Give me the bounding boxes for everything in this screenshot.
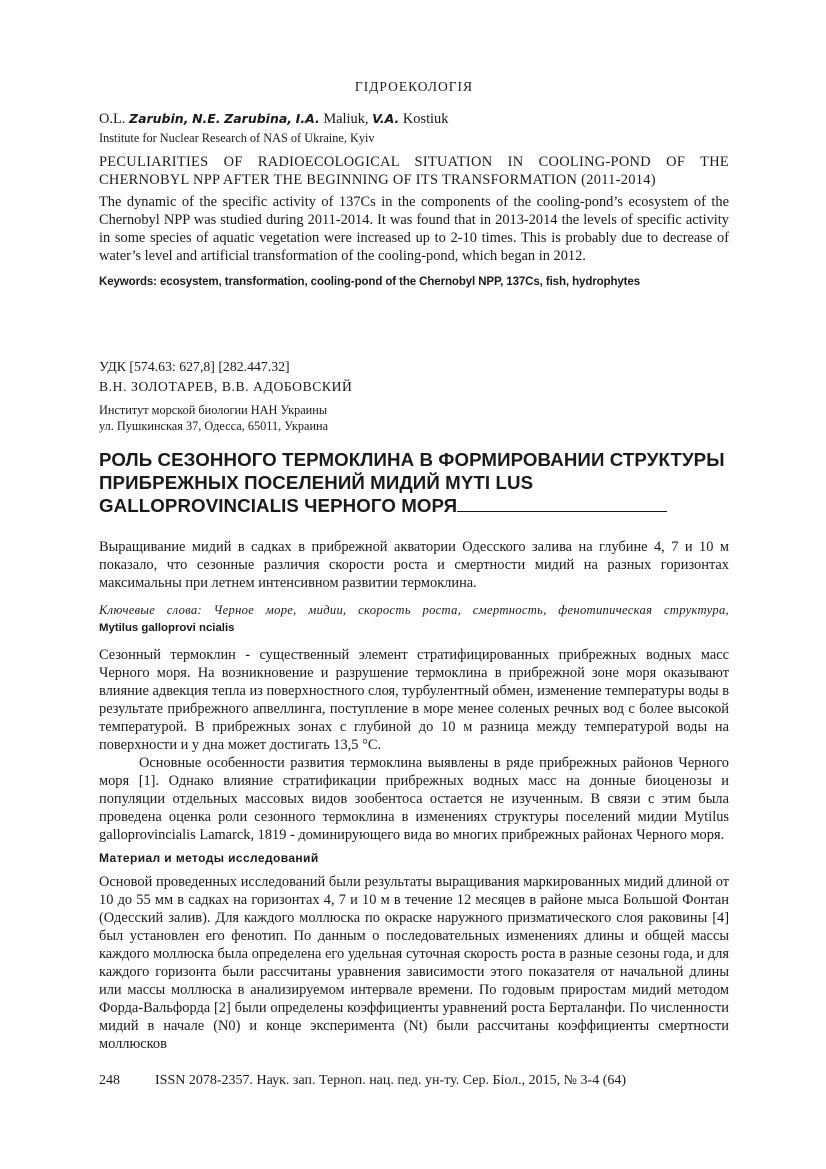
author-1-initials: O.L. [99, 111, 126, 127]
ru-keywords-species: Mytilus galloprovi ncialis [99, 622, 235, 634]
ru-paper-title [99, 448, 729, 517]
en-paper-title: PECULIARITIES OF RADIOECOLOGICAL SITUATION IN COOLING-POND OF THE CHERNOBYL NPP AFTER THE BEGINNING OF ITS TRANSFORMATION (2011-2014) [99, 154, 729, 188]
author-3-surname: Maliuk, [323, 111, 369, 127]
author-2-surname: Zarubina, [224, 111, 293, 126]
en-abstract: The dynamic of the specific activity of 137Cs in the components of the cooling-pond’s ecosystem of the Chernobyl NPP was studied during 2011-2014. It was found that in 2013-2014 the levels of specific activity in some species of aquatic vegetation were increased up to 2-10 times. This is probably due to decrease of water’s level and artificial transformation of the cooling-pond, which began in 2012. [99, 194, 729, 264]
section-heading-methods: Материал и методы исследований [99, 851, 319, 865]
en-keywords: Keywords: ecosystem, transformation, cooling-pond of the Chernobyl NPP, 137Cs, fish, hydrophytes [99, 276, 641, 288]
journal-section-title: ГІДРОЕКОЛОГІЯ [354, 79, 474, 94]
udk-code: УДК [574.63: 627,8] [282.447.32] [99, 359, 290, 374]
ru-authors: В.Н. ЗОЛОТАРЕВ, В.В. АДОБОВСКИЙ [99, 379, 353, 394]
methods-paragraph-1: Основой проведенных исследований были результаты выращивания маркированных мидий длиной от 10 до 55 мм в садках на горизонтах 4, 7 и 10 м в течение 12 месяцев в районе мыса Большой Фонтан (Одесский залив). Для каждого моллюска по окраске наружного призматического слоя раковины [4] был установлен его фенотип. По данным о последовательных изменениях длины и общей массы каждого моллюска была определена его удельная суточная скорость роста в разные сезоны года, и для каждого горизонта были рассчитаны уравнения зависимости этого показателя от начальной длины или массы моллюска в анализируемом интервале времени. По годовым приростам мидий методом Форда-Вальфорда [2] были определены коэффициенты уравнений роста Берталанфи. По численности мидий в начале (N0) и конце эксперимента (Nt) были рассчитаны коэффициенты смертности моллюсков [99, 874, 729, 1052]
author-3-initials: I.A. [295, 111, 320, 126]
intro-paragraph-1: Сезонный термоклин - существенный элемент стратифицированных прибрежных водных масс Черного моря. На возникновение и разрушение термоклина в прибрежной зоне моря оказывают влияние адвекция тепла из поверхностного слоя, турбулентный обмен, изменение температуры воды в результате прибрежного апвеллинга, поступление в море менее соленых речных вод с более высокой температурой. В прибрежных зонах с глубиной до 10 м разница между температурой воды на поверхности и у дна может достигать 13,5 °С. [99, 647, 729, 753]
author-1-surname: Zarubin, [129, 111, 189, 126]
journal-page [99, 78, 729, 1053]
author-4-surname: Kostiuk [402, 111, 449, 127]
ru-paper-title-text: РОЛЬ СЕЗОННОГО ТЕРМОКЛИНА В ФОРМИРОВАНИИ СТРУКТУРЫ ПРИБРЕЖНЫХ ПОСЕЛЕНИЙ МИДИЙ MYTI LUS GALLOPROVINCIALIS ЧЕРНОГО МОРЯ [99, 449, 725, 516]
author-4-initials: V.A. [372, 111, 400, 126]
title-underline-rule [457, 496, 667, 512]
ru-institution-address: ул. Пушкинская 37, Одесса, 65011, Украина [99, 419, 329, 433]
ru-institution-name: Институт морской биологии НАН Украины [99, 403, 328, 417]
journal-citation: ISSN 2078-2357. Наук. зап. Терноп. нац. пед. ун-ту. Сер. Біол., 2015, № 3-4 (64) [155, 1073, 627, 1088]
en-authors [99, 110, 729, 128]
ru-institution [99, 402, 729, 434]
ru-abstract: Выращивание мидий в садках в прибрежной акватории Одесского залива на глубине 4, 7 и 10 м показало, что сезонные различия скорости роста и смертности мидий на разных горизонтах максимальны при летнем интенсивном развитии термоклина. [99, 539, 729, 591]
page-footer [99, 1073, 626, 1089]
page-number: 248 [99, 1073, 120, 1088]
ru-keywords: Ключевые слова: Черное море, мидии, скорость роста, смертность, фенотипическая структура, [99, 603, 729, 617]
en-institution: Institute for Nuclear Research of NAS of Ukraine, Kyiv [99, 131, 375, 145]
intro-paragraph-2: Основные особенности развития термоклина выявлены в ряде прибрежных районов Черного моря [1]. Однако влияние стратификации прибрежных водных масс на донные биоценозы и популяции отдельных массовых видов зообентоса остается не изученным. В связи с этим была проведена оценка роли сезонного термоклина в изменениях структуры поселений мидии Mytilus galloprovincialis Lamarck, 1819 - доминирующего вида во многих прибрежных районах Черного моря. [99, 755, 729, 843]
author-2-initials: N.E. [192, 111, 221, 126]
